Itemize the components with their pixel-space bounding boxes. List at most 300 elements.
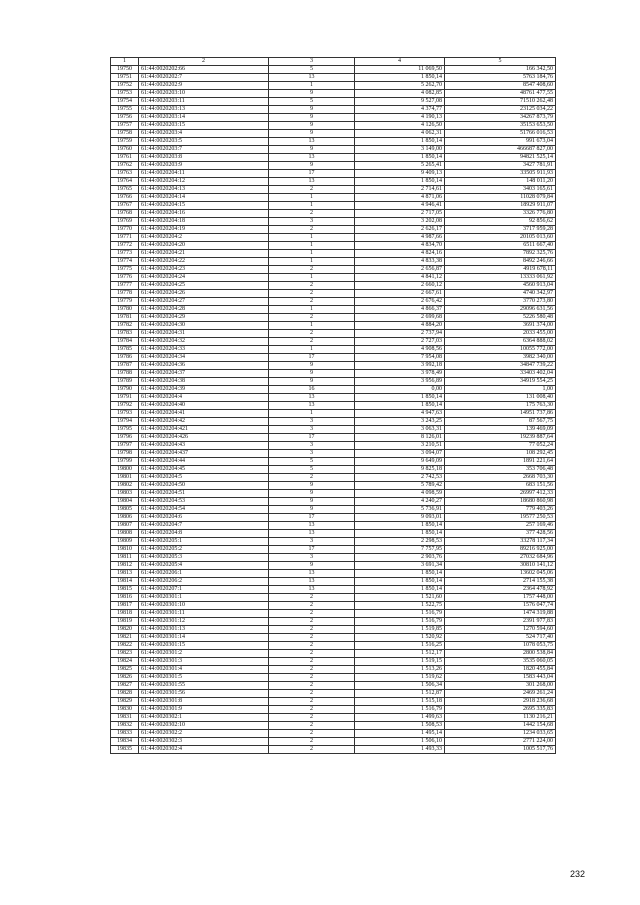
table-cell: 3403 165,61 [445, 186, 556, 194]
table-cell: 524 717,40 [445, 634, 556, 642]
table-row [111, 194, 556, 202]
table-cell: 9 [269, 122, 355, 130]
table-cell: 2 [269, 658, 355, 666]
table-cell: 13 [269, 154, 355, 162]
table-cell: 2 [269, 730, 355, 738]
table-cell: 9 825,18 [355, 466, 445, 474]
table-cell: 1 850,14 [355, 394, 445, 402]
table-cell: 1 506,10 [355, 738, 445, 746]
table-cell: 4 082,85 [355, 90, 445, 98]
table-cell: 1 512,87 [355, 690, 445, 698]
table-cell: 61:44:0020205:4 [139, 562, 269, 570]
table-cell: 3 [269, 538, 355, 546]
table-cell: 1 519,85 [355, 626, 445, 634]
table-cell: 61:44:0020204:33 [139, 346, 269, 354]
table-cell: 11028 079,84 [445, 194, 556, 202]
table-cell: 20105 013,60 [445, 234, 556, 242]
table-cell: 9 [269, 114, 355, 122]
column-header-5: 5 [445, 58, 556, 66]
table-row [111, 162, 556, 170]
table-cell: 61:44:0020204:36 [139, 362, 269, 370]
table-cell: 2 742,53 [355, 474, 445, 482]
table-cell: 3717 959,28 [445, 226, 556, 234]
table-cell: 19785 [111, 346, 139, 354]
table-cell: 7892 325,76 [445, 250, 556, 258]
table-cell: 5763 184,76 [445, 74, 556, 82]
table-cell: 9 527,08 [355, 98, 445, 106]
table-cell: 3982 340,00 [445, 354, 556, 362]
table-cell: 19763 [111, 170, 139, 178]
table-cell: 1234 033,65 [445, 730, 556, 738]
table-cell: 61:44:0020204:44 [139, 458, 269, 466]
table-cell: 61:44:0020301:12 [139, 618, 269, 626]
table-row [111, 618, 556, 626]
table-cell: 18929 911,07 [445, 202, 556, 210]
table-cell: 61:44:0020204:23 [139, 266, 269, 274]
table-row [111, 602, 556, 610]
table-cell: 19754 [111, 98, 139, 106]
table-cell: 7 757,95 [355, 546, 445, 554]
table-cell: 1 850,14 [355, 154, 445, 162]
table-cell: 1078 053,75 [445, 642, 556, 650]
table-cell: 1 850,14 [355, 178, 445, 186]
table-cell: 19759 [111, 138, 139, 146]
table-cell: 2391 977,83 [445, 618, 556, 626]
table-cell: 2 [269, 682, 355, 690]
table-cell: 77 052,24 [445, 442, 556, 450]
table-cell: 19780 [111, 306, 139, 314]
table-cell: 61:44:0020204:6 [139, 514, 269, 522]
table-cell: 19783 [111, 330, 139, 338]
table-cell: 61:44:0020204:21 [139, 250, 269, 258]
table-cell: 19832 [111, 722, 139, 730]
table-cell: 13 [269, 522, 355, 530]
table-cell: 2 [269, 650, 355, 658]
table-cell: 1 [269, 82, 355, 90]
table-cell: 3535 060,05 [445, 658, 556, 666]
table-cell: 779 403,26 [445, 506, 556, 514]
table-cell: 9 [269, 106, 355, 114]
table-cell: 51766 016,53 [445, 130, 556, 138]
table-cell: 19758 [111, 130, 139, 138]
table-cell: 353 706,48 [445, 466, 556, 474]
table-cell: 19825 [111, 666, 139, 674]
table-cell: 9 [269, 146, 355, 154]
table-cell: 13 [269, 394, 355, 402]
table-cell: 1576 047,74 [445, 602, 556, 610]
table-row [111, 274, 556, 282]
table-cell: 1583 443,04 [445, 674, 556, 682]
table-row [111, 578, 556, 586]
table-cell: 33278 117,34 [445, 538, 556, 546]
table-cell: 19751 [111, 74, 139, 82]
table-cell: 3 063,31 [355, 426, 445, 434]
table-cell: 19814 [111, 578, 139, 586]
table-cell: 19822 [111, 642, 139, 650]
table-cell: 19828 [111, 690, 139, 698]
table-row [111, 146, 556, 154]
table-cell: 19768 [111, 210, 139, 218]
table-cell: 4560 913,04 [445, 282, 556, 290]
table-cell: 61:44:0020204:51 [139, 490, 269, 498]
table-cell: 13 [269, 74, 355, 82]
table-row [111, 458, 556, 466]
table-row [111, 466, 556, 474]
table-cell: 5 736,91 [355, 506, 445, 514]
table-cell: 2 [269, 618, 355, 626]
table-cell: 61:44:0020203:11 [139, 98, 269, 106]
table-cell: 2 [269, 746, 355, 754]
table-cell: 19756 [111, 114, 139, 122]
table-cell: 61:44:0020205:2 [139, 546, 269, 554]
table-cell: 301 268,00 [445, 682, 556, 690]
table-row [111, 362, 556, 370]
table-row [111, 330, 556, 338]
table-cell: 61:44:0020203:5 [139, 138, 269, 146]
table-cell: 94821 525,14 [445, 154, 556, 162]
table-cell: 6364 888,02 [445, 338, 556, 346]
table-cell: 2364 478,92 [445, 586, 556, 594]
table-cell: 4 866,37 [355, 306, 445, 314]
table-row [111, 706, 556, 714]
table-cell: 19829 [111, 698, 139, 706]
table-cell: 18680 860,98 [445, 498, 556, 506]
table-cell: 1 [269, 250, 355, 258]
table-cell: 2 [269, 642, 355, 650]
table-cell: 61:44:0020302:4 [139, 746, 269, 754]
table-cell: 61:44:0020203:13 [139, 106, 269, 114]
table-cell: 1 850,14 [355, 586, 445, 594]
table-row [111, 234, 556, 242]
page-number: 232 [570, 869, 586, 879]
table-cell: 0,00 [355, 386, 445, 394]
table-cell: 9 [269, 498, 355, 506]
table-cell: 61:44:0020204:437 [139, 450, 269, 458]
table-cell: 2 660,12 [355, 282, 445, 290]
table-cell: 4919 678,11 [445, 266, 556, 274]
table-cell: 3 202,08 [355, 218, 445, 226]
table-cell: 61:44:0020302:1 [139, 714, 269, 722]
table-cell: 2 [269, 722, 355, 730]
table-cell: 61:44:0020302:10 [139, 722, 269, 730]
table-cell: 2 [269, 338, 355, 346]
table-cell: 8547 408,60 [445, 82, 556, 90]
table-cell: 5 [269, 66, 355, 74]
table-cell: 1 506,34 [355, 682, 445, 690]
table-cell: 1757 448,00 [445, 594, 556, 602]
table-cell: 1 521,60 [355, 594, 445, 602]
table-cell: 34847 739,22 [445, 362, 556, 370]
table-cell: 61:44:0020204:22 [139, 258, 269, 266]
table-cell: 61:44:0020205:3 [139, 554, 269, 562]
table-cell: 2 656,87 [355, 266, 445, 274]
table-cell: 19809 [111, 538, 139, 546]
table-cell: 61:44:0020204:15 [139, 202, 269, 210]
table-cell: 61:44:0020204:40 [139, 402, 269, 410]
table-cell: 19798 [111, 450, 139, 458]
column-header-3: 3 [269, 58, 355, 66]
table-cell: 8492 246,66 [445, 258, 556, 266]
table-cell: 1 513,26 [355, 666, 445, 674]
header-row [111, 58, 556, 66]
table-cell: 3 992,18 [355, 362, 445, 370]
table-cell: 2469 261,24 [445, 690, 556, 698]
table-cell: 61:44:0020204:13 [139, 186, 269, 194]
table-cell: 19757 [111, 122, 139, 130]
table-cell: 89216 925,00 [445, 546, 556, 554]
table-cell: 1 515,18 [355, 698, 445, 706]
table-cell: 19815 [111, 586, 139, 594]
table-cell: 19831 [111, 714, 139, 722]
table-cell: 3 [269, 218, 355, 226]
table-row [111, 250, 556, 258]
table-cell: 108 292,45 [445, 450, 556, 458]
table-cell: 61:44:0020302:3 [139, 738, 269, 746]
table-cell: 61:44:0020204:12 [139, 178, 269, 186]
table-cell: 3 094,07 [355, 450, 445, 458]
table-row [111, 594, 556, 602]
table-row [111, 546, 556, 554]
table-cell: 9 [269, 490, 355, 498]
table-cell: 19810 [111, 546, 139, 554]
table-row [111, 138, 556, 146]
table-cell: 87 567,75 [445, 418, 556, 426]
table-cell: 2 676,42 [355, 298, 445, 306]
table-row [111, 210, 556, 218]
table-cell: 19804 [111, 498, 139, 506]
table-cell: 1891 221,64 [445, 458, 556, 466]
table-cell: 19797 [111, 442, 139, 450]
table-cell: 19787 [111, 362, 139, 370]
table-cell: 6511 667,40 [445, 242, 556, 250]
table-row [111, 506, 556, 514]
table-cell: 19784 [111, 338, 139, 346]
table-cell: 9 093,01 [355, 514, 445, 522]
table-row [111, 714, 556, 722]
table-cell: 3770 273,80 [445, 298, 556, 306]
table-cell: 61:44:0020206:1 [139, 570, 269, 578]
table-row [111, 658, 556, 666]
table-cell: 19770 [111, 226, 139, 234]
table-cell: 1 850,14 [355, 530, 445, 538]
table-cell: 2 737,94 [355, 330, 445, 338]
table-cell: 2 [269, 330, 355, 338]
table-cell: 17 [269, 354, 355, 362]
table-row [111, 450, 556, 458]
table-row [111, 626, 556, 634]
table-cell: 61:44:0020205:1 [139, 538, 269, 546]
table-cell: 3 [269, 418, 355, 426]
table-cell: 1 850,14 [355, 578, 445, 586]
table-cell: 19750 [111, 66, 139, 74]
table-row [111, 690, 556, 698]
table-cell: 19779 [111, 298, 139, 306]
table-cell: 19826 [111, 674, 139, 682]
table-cell: 2695 335,83 [445, 706, 556, 714]
table-row [111, 490, 556, 498]
table-cell: 34919 554,25 [445, 378, 556, 386]
table-cell: 4 240,27 [355, 498, 445, 506]
table-cell: 5 [269, 458, 355, 466]
table-row [111, 682, 556, 690]
table-cell: 3 978,49 [355, 370, 445, 378]
table-cell: 61:44:0020301:2 [139, 650, 269, 658]
table-cell: 1 [269, 194, 355, 202]
table-cell: 2 [269, 714, 355, 722]
table-cell: 17 [269, 434, 355, 442]
table-cell: 2 [269, 226, 355, 234]
table-cell: 61:44:0020204:24 [139, 274, 269, 282]
table-cell: 2800 538,84 [445, 650, 556, 658]
table-cell: 61:44:0020203:7 [139, 146, 269, 154]
table-row [111, 82, 556, 90]
table-cell: 61:44:0020204:32 [139, 338, 269, 346]
table-cell: 148 011,20 [445, 178, 556, 186]
table-cell: 61:44:0020204:16 [139, 210, 269, 218]
table-cell: 61:44:0020204:2 [139, 234, 269, 242]
table-cell: 3 691,34 [355, 562, 445, 570]
table-cell: 19755 [111, 106, 139, 114]
table-row [111, 738, 556, 746]
table-row [111, 722, 556, 730]
table-row [111, 202, 556, 210]
table-cell: 1442 154,68 [445, 722, 556, 730]
table-row [111, 130, 556, 138]
table-cell: 3 149,00 [355, 146, 445, 154]
table-cell: 2 [269, 474, 355, 482]
table-row [111, 122, 556, 130]
table-cell: 61:44:0020301:3 [139, 658, 269, 666]
table-row [111, 418, 556, 426]
table-cell: 4 884,20 [355, 322, 445, 330]
table-cell: 19812 [111, 562, 139, 570]
table-cell: 19793 [111, 410, 139, 418]
table-cell: 61:44:0020204:11 [139, 170, 269, 178]
table-cell: 3691 374,00 [445, 322, 556, 330]
table-cell: 1 516,79 [355, 618, 445, 626]
table-cell: 19807 [111, 522, 139, 530]
table-cell: 2033 455,00 [445, 330, 556, 338]
table-cell: 19830 [111, 706, 139, 714]
table-cell: 27032 684,96 [445, 554, 556, 562]
table-cell: 4 947,63 [355, 410, 445, 418]
table-cell: 48761 477,55 [445, 90, 556, 98]
table-cell: 19789 [111, 378, 139, 386]
table-row [111, 66, 556, 74]
table-cell: 1 850,14 [355, 522, 445, 530]
table-cell: 19795 [111, 426, 139, 434]
table-cell: 30810 141,12 [445, 562, 556, 570]
table-cell: 1 [269, 274, 355, 282]
table-cell: 3 [269, 426, 355, 434]
table-cell: 13333 061,92 [445, 274, 556, 282]
table-cell: 1 [269, 346, 355, 354]
table-cell: 19769 [111, 218, 139, 226]
table-cell: 2 [269, 290, 355, 298]
table-cell: 19765 [111, 186, 139, 194]
table-cell: 19833 [111, 730, 139, 738]
table-row [111, 666, 556, 674]
table-cell: 61:44:0020301:14 [139, 634, 269, 642]
table-cell: 61:44:0020204:30 [139, 322, 269, 330]
table-cell: 1 [269, 234, 355, 242]
table-row [111, 434, 556, 442]
table-cell: 5226 580,48 [445, 314, 556, 322]
table-row [111, 386, 556, 394]
table-row [111, 410, 556, 418]
table-cell: 19819 [111, 618, 139, 626]
table-cell: 33505 911,93 [445, 170, 556, 178]
table-row [111, 538, 556, 546]
table-cell: 1 850,14 [355, 138, 445, 146]
table-cell: 139 469,09 [445, 426, 556, 434]
table-cell: 13 [269, 402, 355, 410]
column-header-2: 2 [139, 58, 269, 66]
table-row [111, 554, 556, 562]
table-cell: 19786 [111, 354, 139, 362]
table-cell: 131 008,40 [445, 394, 556, 402]
table-cell: 2 298,53 [355, 538, 445, 546]
table-cell: 17 [269, 546, 355, 554]
table-cell: 377 428,56 [445, 530, 556, 538]
table-cell: 13 [269, 586, 355, 594]
table-cell: 10055 772,00 [445, 346, 556, 354]
table-cell: 19834 [111, 738, 139, 746]
table-cell: 175 763,30 [445, 402, 556, 410]
table-cell: 991 673,04 [445, 138, 556, 146]
table-row [111, 650, 556, 658]
table-cell: 4740 342,97 [445, 290, 556, 298]
table-cell: 3 [269, 450, 355, 458]
table-cell: 19801 [111, 474, 139, 482]
table-cell: 3 956,89 [355, 378, 445, 386]
table-cell: 1 499,63 [355, 714, 445, 722]
table-cell: 61:44:0020204:43 [139, 442, 269, 450]
table-cell: 61:44:0020204:27 [139, 298, 269, 306]
table-row [111, 730, 556, 738]
table-cell: 19821 [111, 634, 139, 642]
table-cell: 19806 [111, 514, 139, 522]
table-cell: 1 519,15 [355, 658, 445, 666]
table-cell: 4 126,50 [355, 122, 445, 130]
table-cell: 61:44:0020204:37 [139, 370, 269, 378]
table-row [111, 298, 556, 306]
table-row [111, 586, 556, 594]
table-cell: 23125 034,22 [445, 106, 556, 114]
table-cell: 2 [269, 706, 355, 714]
table-cell: 61:44:0020301:13 [139, 626, 269, 634]
table-cell: 2 [269, 610, 355, 618]
table-row [111, 514, 556, 522]
table-cell: 9 [269, 130, 355, 138]
table-row [111, 282, 556, 290]
table-row [111, 106, 556, 114]
table-row [111, 474, 556, 482]
table-cell: 19820 [111, 626, 139, 634]
table-cell: 2 [269, 626, 355, 634]
table-cell: 4 946,41 [355, 202, 445, 210]
table-row [111, 530, 556, 538]
table-cell: 17 [269, 170, 355, 178]
table-cell: 19805 [111, 506, 139, 514]
table-cell: 61:44:0020206:2 [139, 578, 269, 586]
table-cell: 19803 [111, 490, 139, 498]
table-cell: 1 850,14 [355, 402, 445, 410]
table-cell: 3 [269, 554, 355, 562]
table-cell: 2 [269, 738, 355, 746]
table-cell: 5 262,70 [355, 82, 445, 90]
table-row [111, 266, 556, 274]
